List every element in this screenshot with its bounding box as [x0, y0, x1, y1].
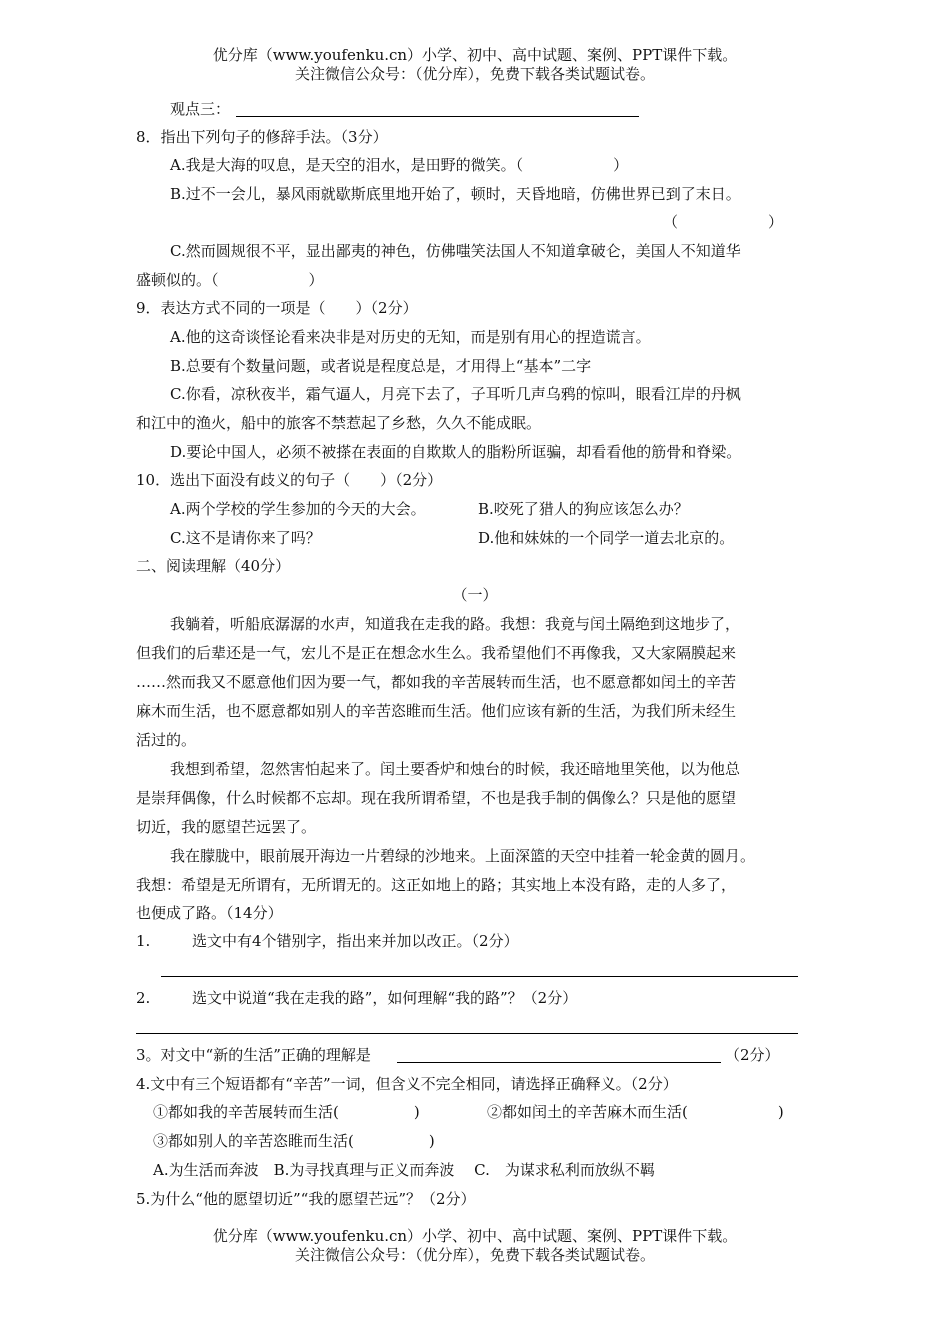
q9-stem: 9．表达方式不同的一项是（ ）（2分）: [136, 299, 418, 317]
rq3-answer-line[interactable]: [397, 1062, 721, 1063]
rq4-text: 4.文中有三个短语都有“辛苦”一词，但含义不完全相同，请选择正确释义。（2分）: [136, 1075, 678, 1093]
rq4-option-2: ②都如闰土的辛苦麻木而生活( ): [487, 1103, 784, 1121]
rq1-text: 选文中有4个错别字，指出来并加以改正。（2分）: [192, 932, 519, 950]
q8-option-c-line-2: 盛顿似的。（ ）: [136, 271, 324, 289]
q8-option-b-answer: （ ）: [663, 213, 784, 231]
rq5-text: 5.为什么“他的愿望切近”“我的愿望芒远”？（2分）: [136, 1190, 476, 1208]
passage-p2-line-2: 是崇拜偶像，什么时候都不忘却。现在我所谓希望，不也是我手制的偶像么？只是他的愿望: [136, 789, 737, 807]
passage-p2-line-3: 切近，我的愿望芒远罢了。: [136, 818, 317, 836]
passage-p1-line-2: 但我们的后辈还是一气，宏儿不是正在想念水生么。我希望他们不再像我，又大家隔膜起来: [136, 644, 737, 662]
passage-p1-line-1: 我躺着，听船底潺潺的水声，知道我在走我的路。我想：我竟与闰土隔绝到这地步了，: [170, 615, 741, 633]
header-line-2: 关注微信公众号：（优分库），免费下载各类试题试卷。: [294, 65, 655, 83]
q8-option-c-line-1: C.然而圆规很不平，显出鄙夷的神色，仿佛嗤笑法国人不知道拿破仑，美国人不知道华: [170, 242, 741, 260]
passage-p3-line-2: 我想：希望是无所谓有，无所谓无的。这正如地上的路；其实地上本没有路，走的人多了，: [136, 876, 737, 894]
q9-option-b: B.总要有个数量问题，或者说是程度总是，才用得上“基本”二字: [170, 357, 592, 375]
rq4-option-1: ①都如我的辛苦展转而生活( ): [153, 1103, 420, 1121]
passage-p3-line-1: 我在朦胧中，眼前展开海边一片碧绿的沙地来。上面深篮的天空中挂着一轮金黄的圆月。: [170, 847, 756, 865]
passage-p1-line-5: 活过的。: [136, 731, 197, 749]
rq1-number: 1.: [136, 932, 151, 950]
rq4-choices: A.为生活而奔波 B.为寻找真理与正义而奔波 C. 为谋求私利而放纵不羁: [153, 1161, 655, 1179]
passage-p2-line-1: 我想到希望，忽然害怕起来了。闰土要香炉和烛台的时候，我还暗地里笑他，以为他总: [170, 760, 741, 778]
rq1-answer-line[interactable]: [161, 976, 798, 977]
passage-p1-line-4: 麻木而生活，也不愿意都如别人的辛苦恣睢而生活。他们应该有新的生活，为我们所未经生: [136, 702, 737, 720]
q8-stem: 8．指出下列句子的修辞手法。（3分）: [136, 128, 388, 146]
section-2-title: 二、阅读理解（40分）: [136, 557, 291, 575]
viewpoint-3-answer-line[interactable]: [236, 116, 639, 117]
passage-p3-line-3: 也便成了路。（14分）: [136, 904, 283, 922]
q10-option-c: C.这不是请你来了吗？: [170, 529, 321, 547]
q8-option-b: B.过不一会儿，暴风雨就歇斯底里地开始了，顿时，天昏地暗，仿佛世界已到了末日。: [170, 185, 741, 203]
q9-option-d: D.要论中国人，必须不被搽在表面的自欺欺人的脂粉所诓骗，却看看他的筋骨和脊梁。: [170, 443, 742, 461]
q8-option-a: A.我是大海的叹息，是天空的泪水，是田野的微笑。（ ）: [170, 156, 629, 174]
footer-line-2: 关注微信公众号：（优分库），免费下载各类试题试卷。: [294, 1246, 655, 1264]
q9-option-c-line-2: 和江中的渔火，船中的旅客不禁惹起了乡愁，久久不能成眠。: [136, 414, 542, 432]
q10-option-b: B.咬死了猎人的狗应该怎么办？: [478, 500, 689, 518]
q10-option-a: A.两个学校的学生参加的今天的大会。: [170, 500, 426, 518]
rq3-score: （2分）: [725, 1046, 780, 1064]
footer-line-1: 优分库（www.youfenku.cn）小学、初中、高中试题、案例、PPT课件下载。: [212, 1227, 738, 1245]
q9-option-a: A.他的这奇谈怪论看来决非是对历史的无知，而是别有用心的捏造谎言。: [170, 328, 651, 346]
rq2-number: 2.: [136, 989, 151, 1007]
q9-option-c-line-1: C.你看，凉秋夜半，霜气逼人，月亮下去了，子耳听几声乌鸦的惊叫，眼看江岸的丹枫: [170, 385, 741, 403]
passage-p1-line-3: ……然而我又不愿意他们因为要一气，都如我的辛苦展转而生活，也不愿意都如闰土的辛苦: [136, 673, 737, 691]
passage-number: （一）: [452, 586, 498, 604]
q10-option-d: D.他和妹妹的一个同学一道去北京的。: [478, 529, 735, 547]
rq2-text: 选文中说道“我在走我的路”，如何理解“我的路”？（2分）: [192, 989, 578, 1007]
rq4-option-3: ③都如别人的辛苦恣睢而生活( ): [153, 1132, 435, 1150]
viewpoint-3-label: 观点三：: [170, 100, 231, 118]
rq2-answer-line[interactable]: [136, 1033, 798, 1034]
rq3-text: 3。对文中“新的生活”正确的理解是: [136, 1046, 371, 1064]
q10-stem: 10．选出下面没有歧义的句子（ ）（2分）: [136, 471, 443, 489]
header-line-1: 优分库（www.youfenku.cn）小学、初中、高中试题、案例、PPT课件下载。: [212, 46, 738, 64]
